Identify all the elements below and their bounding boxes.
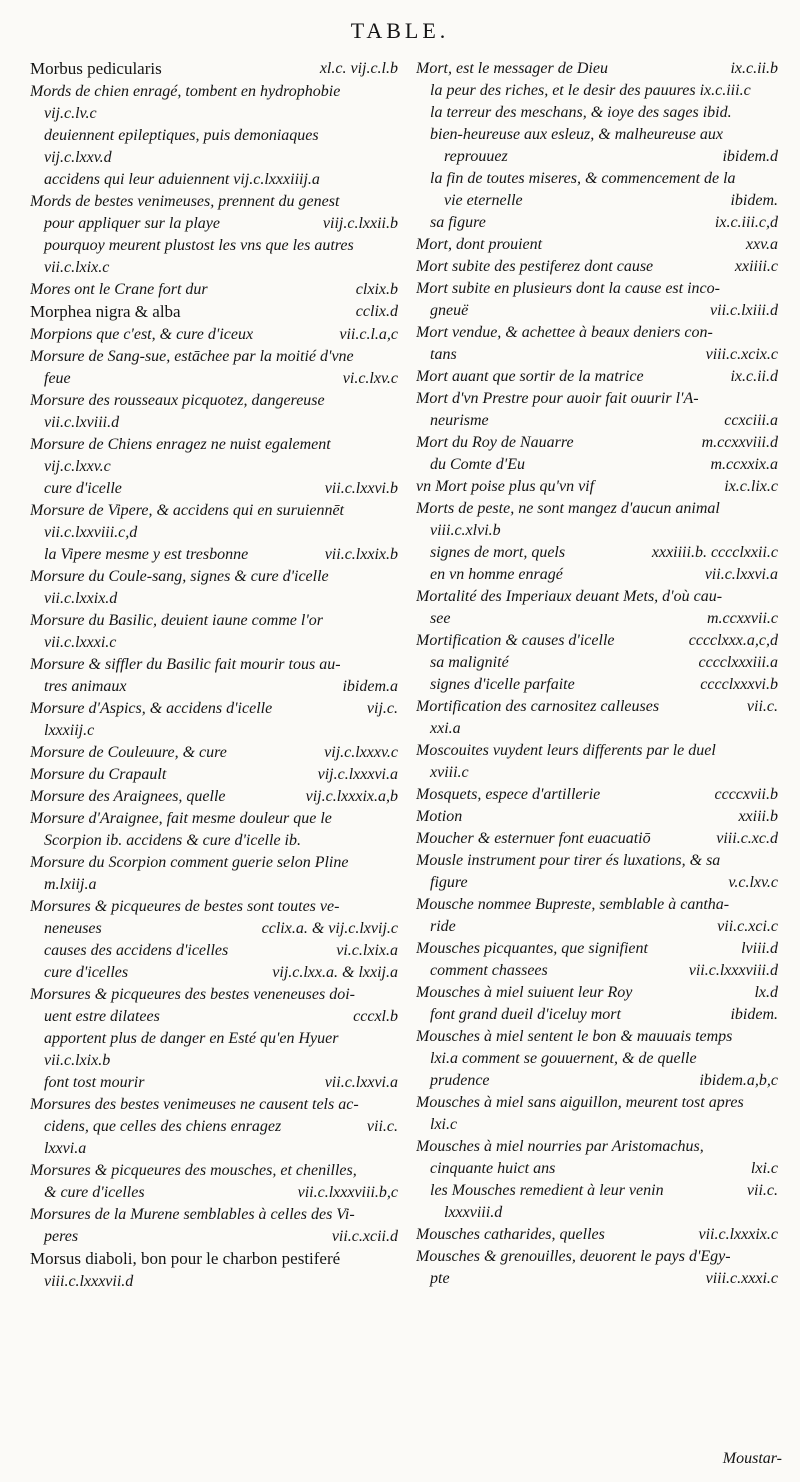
entry-text: Morsure de Sang-sue, estāchee par la moitié d'vne bbox=[30, 348, 354, 365]
index-entry bbox=[30, 1160, 398, 1182]
entry-text: deuiennent epileptiques, puis demoniaques bbox=[44, 127, 319, 144]
entry-text: ride bbox=[430, 918, 456, 935]
entry-text: vii.c.lxxviii.c,d bbox=[44, 524, 138, 541]
index-entry bbox=[30, 58, 398, 81]
index-entry bbox=[416, 806, 778, 828]
entry-text: Morsure de Vipere, & accidens qui en suruiennēt bbox=[30, 502, 344, 519]
entry-text: Mousches catharides, quelles bbox=[416, 1226, 605, 1243]
index-entry bbox=[416, 80, 778, 102]
index-entry bbox=[416, 1114, 778, 1136]
index-entry bbox=[416, 234, 778, 256]
right-column bbox=[416, 58, 778, 1290]
entry-text: Morsure & siffler du Basilic fait mourir tous au- bbox=[30, 656, 341, 673]
entry-text: Mort auant que sortir de la matrice bbox=[416, 368, 644, 385]
index-entry bbox=[416, 124, 778, 146]
index-entry bbox=[30, 125, 398, 147]
entry-text: Mort, est le messager de Dieu bbox=[416, 60, 608, 77]
index-entry bbox=[416, 322, 778, 344]
index-entry bbox=[416, 1136, 778, 1158]
entry-text: Morsure d'Aspics, & accidens d'icelle bbox=[30, 700, 273, 717]
entry-text: viii.c.lxxxvii.d bbox=[44, 1273, 134, 1290]
entry-text: peres bbox=[44, 1228, 79, 1245]
index-entry bbox=[416, 454, 778, 476]
index-entry bbox=[30, 720, 398, 742]
entry-reference: vii.c.lxxvi.b bbox=[319, 478, 398, 500]
index-entry bbox=[30, 324, 398, 346]
index-entry bbox=[416, 476, 778, 498]
entry-text: signes d'icelle parfaite bbox=[430, 676, 575, 693]
entry-reference: lx.d bbox=[748, 982, 778, 1004]
entry-reference: ibidem.a bbox=[336, 676, 398, 698]
entry-text: Moscouites vuydent leurs differents par le duel bbox=[416, 742, 716, 759]
index-entry bbox=[30, 874, 398, 896]
entry-text: Mortification des carnositez calleuses bbox=[416, 698, 660, 715]
index-entry bbox=[30, 390, 398, 412]
entry-text: pour appliquer sur la playe bbox=[44, 215, 220, 232]
entry-text: vii.c.lxix.c bbox=[44, 259, 110, 276]
index-entry bbox=[30, 1116, 398, 1138]
index-entry bbox=[30, 632, 398, 654]
index-entry bbox=[416, 432, 778, 454]
entry-text: reprouuez bbox=[444, 148, 508, 165]
index-entry bbox=[30, 830, 398, 852]
entry-text: see bbox=[430, 610, 451, 627]
entry-text: Mort subite des pestiferez dont cause bbox=[416, 258, 654, 275]
entry-text: figure bbox=[430, 874, 468, 891]
index-entry bbox=[30, 742, 398, 764]
index-entry bbox=[30, 279, 398, 301]
entry-text: gneuë bbox=[430, 302, 469, 319]
entry-reference: ibidem. bbox=[724, 1004, 778, 1026]
index-entry bbox=[416, 1202, 778, 1224]
index-entry bbox=[416, 300, 778, 322]
index-entry bbox=[30, 852, 398, 874]
entry-text: cinquante huict ans bbox=[430, 1160, 556, 1177]
entry-text: vn Mort poise plus qu'vn vif bbox=[416, 478, 595, 495]
entry-text: vij.c.lv.c bbox=[44, 105, 97, 122]
index-entry bbox=[30, 257, 398, 279]
index-entry bbox=[416, 168, 778, 190]
index-entry bbox=[30, 786, 398, 808]
entry-reference: ibidem.d bbox=[716, 146, 778, 168]
entry-text: xxi.a bbox=[430, 720, 461, 737]
index-entry bbox=[30, 235, 398, 257]
index-entry bbox=[30, 191, 398, 213]
index-entry bbox=[416, 212, 778, 234]
entry-text: Mousches & grenouilles, deuorent le pays d'Egy- bbox=[416, 1248, 731, 1265]
entry-reference: vii.c.lxiii.d bbox=[704, 300, 778, 322]
entry-reference: vii.c.xcii.d bbox=[326, 1226, 398, 1248]
entry-text: Morsures & picqueures de bestes sont toutes ve- bbox=[30, 898, 340, 915]
entry-text: font tost mourir bbox=[44, 1074, 145, 1091]
index-entry bbox=[30, 566, 398, 588]
entry-text: tres animaux bbox=[44, 678, 127, 695]
entry-text: Mords de bestes venimeuses, prennent du genest bbox=[30, 193, 340, 210]
entry-reference: vi.c.lxv.c bbox=[337, 368, 398, 390]
index-entry bbox=[30, 1006, 398, 1028]
index-entry bbox=[30, 808, 398, 830]
index-entry bbox=[416, 102, 778, 124]
entry-text: comment chassees bbox=[430, 962, 548, 979]
catchword: Moustar- bbox=[722, 1450, 782, 1467]
entry-reference: vii.c.lxxxviii.d bbox=[683, 960, 778, 982]
index-entry bbox=[416, 608, 778, 630]
index-entry bbox=[30, 1204, 398, 1226]
entry-text: cure d'icelles bbox=[44, 964, 129, 981]
entry-text: lxi.c bbox=[430, 1116, 458, 1133]
index-entry bbox=[30, 1182, 398, 1204]
index-entry bbox=[30, 1072, 398, 1094]
entry-text: sa figure bbox=[430, 214, 486, 231]
index-entry bbox=[30, 940, 398, 962]
entry-reference: cccclxxxvi.b bbox=[694, 674, 778, 696]
entry-text: vie eternelle bbox=[444, 192, 523, 209]
entry-text: Morsures des bestes venimeuses ne causent tels ac- bbox=[30, 1096, 359, 1113]
entry-reference: ix.c.ii.d bbox=[724, 366, 778, 388]
entry-reference: vii.c.xci.c bbox=[711, 916, 778, 938]
entry-text: font grand dueil d'iceluy mort bbox=[430, 1006, 621, 1023]
entry-reference: ibidem.a,b,c bbox=[693, 1070, 778, 1092]
index-entry bbox=[30, 544, 398, 566]
entry-text: lxxxviii.d bbox=[444, 1204, 503, 1221]
page-header: TABLE. bbox=[350, 18, 450, 43]
index-entry bbox=[30, 676, 398, 698]
entry-reference: vij.c.lxx.a. & lxxij.a bbox=[266, 962, 398, 984]
index-entry bbox=[30, 301, 398, 324]
entry-reference: clxix.b bbox=[350, 279, 398, 301]
entry-text: apportent plus de danger en Esté qu'en Hyuer bbox=[44, 1030, 339, 1047]
entry-text: Mortification & causes d'icelle bbox=[416, 632, 615, 649]
entry-text: cure d'icelle bbox=[44, 480, 122, 497]
entry-reference: vii.c. bbox=[741, 1180, 778, 1202]
index-entry bbox=[416, 872, 778, 894]
index-entry bbox=[416, 498, 778, 520]
index-entry bbox=[30, 1271, 398, 1293]
index-entry bbox=[30, 1138, 398, 1160]
entry-reference: cccclxxxiii.a bbox=[693, 652, 779, 674]
index-entry bbox=[416, 278, 778, 300]
index-entry bbox=[416, 366, 778, 388]
index-entry bbox=[30, 896, 398, 918]
index-entry bbox=[416, 718, 778, 740]
entry-text: m.lxiij.a bbox=[44, 876, 97, 893]
entry-text: Mousches à miel sans aiguillon, meurent tost apres bbox=[416, 1094, 744, 1111]
entry-reference: ix.c.ii.b bbox=[724, 58, 778, 80]
entry-text: du Comte d'Eu bbox=[430, 456, 525, 473]
entry-text: la Vipere mesme y est tresbonne bbox=[44, 546, 249, 563]
index-entry bbox=[30, 346, 398, 368]
entry-text: Morsure du Scorpion comment guerie selon Pline bbox=[30, 854, 349, 871]
entry-reference: m.ccxxvii.c bbox=[701, 608, 778, 630]
entry-text: vii.c.lxxix.d bbox=[44, 590, 118, 607]
index-entry bbox=[30, 368, 398, 390]
index-entry bbox=[30, 522, 398, 544]
entry-reference: viii.c.xxxi.c bbox=[700, 1268, 778, 1290]
entry-text: pte bbox=[430, 1270, 450, 1287]
entry-reference: vii.c.lxxix.b bbox=[319, 544, 398, 566]
entry-reference: cclix.a. & vij.c.lxvij.c bbox=[256, 918, 398, 940]
entry-text: Mousches picquantes, que signifient bbox=[416, 940, 648, 957]
entry-text: la fin de toutes miseres, & commencement de la bbox=[430, 170, 736, 187]
entry-reference: v.c.lxv.c bbox=[722, 872, 778, 894]
index-entry bbox=[30, 764, 398, 786]
entry-reference: ibidem. bbox=[724, 190, 778, 212]
entry-text: pourquoy meurent plustost les vns que les autres bbox=[44, 237, 354, 254]
index-entry bbox=[416, 762, 778, 784]
entry-text: Morsure des Araignees, quelle bbox=[30, 788, 226, 805]
entry-text: la terreur des meschans, & ioye des sages ibid. bbox=[430, 104, 732, 121]
entry-reference: xl.c. vij.c.l.b bbox=[314, 58, 398, 80]
entry-text: Morphea nigra & alba bbox=[30, 302, 181, 321]
index-entry bbox=[416, 1224, 778, 1246]
entry-text: la peur des riches, et le desir des pauures ix.c.iii.c bbox=[430, 82, 751, 99]
index-entry bbox=[416, 674, 778, 696]
entry-text: uent estre dilatees bbox=[44, 1008, 160, 1025]
entry-text: Morsure d'Araignee, fait mesme douleur que le bbox=[30, 810, 332, 827]
entry-text: Morsure du Crapault bbox=[30, 766, 167, 783]
index-entry bbox=[416, 1070, 778, 1092]
entry-text: Morsure du Basilic, deuient iaune comme l'or bbox=[30, 612, 323, 629]
index-entry bbox=[416, 960, 778, 982]
entry-reference: vi.c.lxix.a bbox=[330, 940, 398, 962]
index-entry bbox=[416, 564, 778, 586]
entry-reference: vij.c.lxxxix.a,b bbox=[300, 786, 398, 808]
index-entry bbox=[30, 1050, 398, 1072]
entry-text: feue bbox=[44, 370, 71, 387]
entry-text: vii.c.lxviii.d bbox=[44, 414, 120, 431]
entry-text: vij.c.lxxv.c bbox=[44, 458, 111, 475]
entry-text: Morsure de Couleuure, & cure bbox=[30, 744, 227, 761]
entry-text: accidens qui leur aduiennent vij.c.lxxxiiij.a bbox=[44, 171, 320, 188]
left-column bbox=[30, 58, 398, 1293]
index-entry bbox=[416, 388, 778, 410]
index-entry bbox=[416, 410, 778, 432]
index-entry bbox=[30, 213, 398, 235]
index-entry bbox=[30, 81, 398, 103]
index-entry bbox=[416, 586, 778, 608]
index-entry bbox=[30, 147, 398, 169]
entry-text: Morsus diaboli, bon pour le charbon pestiferé bbox=[30, 1249, 341, 1268]
index-entry bbox=[30, 103, 398, 125]
entry-text: Morsures de la Murene semblables à celles des Vi- bbox=[30, 1206, 355, 1223]
entry-text: Mort du Roy de Nauarre bbox=[416, 434, 574, 451]
entry-reference: vij.c. bbox=[361, 698, 398, 720]
entry-reference: m.ccxxviii.d bbox=[696, 432, 778, 454]
index-entry bbox=[30, 434, 398, 456]
index-entry bbox=[416, 784, 778, 806]
entry-text: viii.c.xlvi.b bbox=[430, 522, 501, 539]
entry-text: Motion bbox=[416, 808, 463, 825]
entry-reference: cccclxxx.a,c,d bbox=[683, 630, 778, 652]
entry-text: Morts de peste, ne sont mangez d'aucun animal bbox=[416, 500, 720, 517]
entry-text: Morsures & picqueures des bestes veneneuses doi- bbox=[30, 986, 355, 1003]
entry-text: vii.c.lxix.b bbox=[44, 1052, 111, 1069]
entry-text: cidens, que celles des chiens enragez bbox=[44, 1118, 282, 1135]
index-entry bbox=[416, 894, 778, 916]
entry-text: Mousche nommee Bupreste, semblable à cantha- bbox=[416, 896, 730, 913]
index-entry bbox=[416, 190, 778, 212]
index-entry bbox=[30, 169, 398, 191]
index-entry bbox=[30, 654, 398, 676]
index-entry bbox=[416, 828, 778, 850]
entry-text: neneuses bbox=[44, 920, 102, 937]
index-entry bbox=[30, 918, 398, 940]
index-entry bbox=[30, 1226, 398, 1248]
entry-reference: xxiii.b bbox=[732, 806, 778, 828]
index-entry bbox=[416, 938, 778, 960]
index-entry bbox=[416, 1268, 778, 1290]
entry-text: vii.c.lxxxi.c bbox=[44, 634, 117, 651]
entry-text: lxxvi.a bbox=[44, 1140, 87, 1157]
index-entry bbox=[416, 520, 778, 542]
entry-text: lxxxiij.c bbox=[44, 722, 95, 739]
index-entry bbox=[30, 1248, 398, 1271]
index-entry bbox=[416, 696, 778, 718]
entry-reference: vii.c. bbox=[741, 696, 778, 718]
entry-text: sa malignité bbox=[430, 654, 509, 671]
entry-text: Mords de chien enragé, tombent en hydrophobie bbox=[30, 83, 341, 100]
index-entry bbox=[30, 962, 398, 984]
entry-reference: vii.c.lxxxviii.b,c bbox=[292, 1182, 398, 1204]
entry-text: & cure d'icelles bbox=[44, 1184, 145, 1201]
entry-text: Morpions que c'est, & cure d'iceux bbox=[30, 326, 254, 343]
index-entry bbox=[416, 146, 778, 168]
entry-text: signes de mort, quels bbox=[430, 544, 566, 561]
entry-reference: m.ccxxix.a bbox=[704, 454, 778, 476]
entry-reference: vii.c.l.a,c bbox=[333, 324, 398, 346]
index-entry bbox=[30, 1094, 398, 1116]
entry-text: Morsures & picqueures des mousches, et chenilles, bbox=[30, 1162, 357, 1179]
entry-text: Mousches à miel suiuent leur Roy bbox=[416, 984, 633, 1001]
entry-reference: ccxciii.a bbox=[718, 410, 778, 432]
index-entry bbox=[416, 1048, 778, 1070]
entry-text: causes des accidens d'icelles bbox=[44, 942, 229, 959]
index-entry bbox=[416, 542, 778, 564]
entry-reference: xxxiiii.b. cccclxxii.c bbox=[646, 542, 778, 564]
entry-text: Morsure des rousseaux picquotez, dangereuse bbox=[30, 392, 325, 409]
entry-reference: lviii.d bbox=[735, 938, 778, 960]
index-entry bbox=[30, 984, 398, 1006]
index-entry bbox=[30, 698, 398, 720]
entry-reference: ix.c.iii.c,d bbox=[709, 212, 778, 234]
index-entry bbox=[416, 1092, 778, 1114]
index-entry bbox=[30, 500, 398, 522]
entry-text: Scorpion ib. accidens & cure d'icelle ib. bbox=[44, 832, 301, 849]
index-entry bbox=[416, 982, 778, 1004]
entry-text: prudence bbox=[430, 1072, 490, 1089]
index-entry bbox=[416, 344, 778, 366]
entry-text: Mousches à miel sentent le bon & mauuais temps bbox=[416, 1028, 733, 1045]
entry-text: Morbus pedicularis bbox=[30, 59, 162, 78]
entry-text: Mosquets, espece d'artillerie bbox=[416, 786, 601, 803]
entry-text: Mousches à miel nourries par Aristomachus, bbox=[416, 1138, 704, 1155]
entry-reference: cccxl.b bbox=[347, 1006, 398, 1028]
entry-text: en vn homme enragé bbox=[430, 566, 563, 583]
index-entry bbox=[416, 740, 778, 762]
entry-reference: vij.c.lxxxvi.a bbox=[312, 764, 398, 786]
index-entry bbox=[30, 412, 398, 434]
entry-reference: xxv.a bbox=[740, 234, 778, 256]
index-entry bbox=[30, 610, 398, 632]
entry-text: vij.c.lxxv.d bbox=[44, 149, 112, 166]
entry-text: neurisme bbox=[430, 412, 489, 429]
index-entry bbox=[30, 588, 398, 610]
index-entry bbox=[30, 456, 398, 478]
index-entry bbox=[416, 1004, 778, 1026]
entry-text: Mort, dont prouient bbox=[416, 236, 543, 253]
index-entry bbox=[416, 1246, 778, 1268]
entry-text: Mousle instrument pour tirer és luxations, & sa bbox=[416, 852, 721, 869]
entry-reference: xxiiii.c bbox=[729, 256, 778, 278]
index-entry bbox=[416, 652, 778, 674]
entry-reference: vii.c. bbox=[361, 1116, 398, 1138]
entry-reference: cclix.d bbox=[350, 301, 398, 323]
entry-reference: ccccxvii.b bbox=[709, 784, 779, 806]
entry-text: xviii.c bbox=[430, 764, 469, 781]
entry-text: Moucher & esternuer font euacuatiō bbox=[416, 830, 651, 847]
entry-text: Mores ont le Crane fort dur bbox=[30, 281, 208, 298]
entry-text: tans bbox=[430, 346, 457, 363]
index-entry bbox=[416, 1026, 778, 1048]
entry-text: bien-heureuse aux esleuz, & malheureuse aux bbox=[430, 126, 723, 143]
entry-reference: vii.c.lxxxix.c bbox=[693, 1224, 779, 1246]
entry-text: Mort d'vn Prestre pour auoir fait ouurir l'A- bbox=[416, 390, 699, 407]
index-entry bbox=[416, 1180, 778, 1202]
index-entry bbox=[416, 630, 778, 652]
entry-reference: vij.c.lxxxv.c bbox=[318, 742, 398, 764]
entry-text: Mort vendue, & achettee à beaux deniers con- bbox=[416, 324, 713, 341]
entry-reference: viii.c.xcix.c bbox=[700, 344, 778, 366]
index-entry bbox=[30, 478, 398, 500]
entry-text: Morsure du Coule-sang, signes & cure d'icelle bbox=[30, 568, 329, 585]
index-entry bbox=[416, 916, 778, 938]
entry-text: Mortalité des Imperiaux deuant Mets, d'où cau- bbox=[416, 588, 723, 605]
entry-reference: lxi.c bbox=[745, 1158, 778, 1180]
entry-reference: ix.c.lix.c bbox=[718, 476, 778, 498]
index-entry bbox=[30, 1028, 398, 1050]
entry-reference: viij.c.lxxii.b bbox=[317, 213, 398, 235]
entry-text: Mort subite en plusieurs dont la cause est inco- bbox=[416, 280, 720, 297]
entry-reference: vii.c.lxxvi.a bbox=[699, 564, 778, 586]
entry-text: lxi.a comment se gouuernent, & de quelle bbox=[430, 1050, 697, 1067]
index-entry bbox=[416, 58, 778, 80]
index-entry bbox=[416, 850, 778, 872]
entry-reference: vii.c.lxxvi.a bbox=[319, 1072, 398, 1094]
entry-text: Morsure de Chiens enragez ne nuist egalement bbox=[30, 436, 331, 453]
entry-reference: viii.c.xc.d bbox=[710, 828, 778, 850]
index-entry bbox=[416, 256, 778, 278]
entry-text: les Mousches remedient à leur venin bbox=[430, 1182, 664, 1199]
index-entry bbox=[416, 1158, 778, 1180]
